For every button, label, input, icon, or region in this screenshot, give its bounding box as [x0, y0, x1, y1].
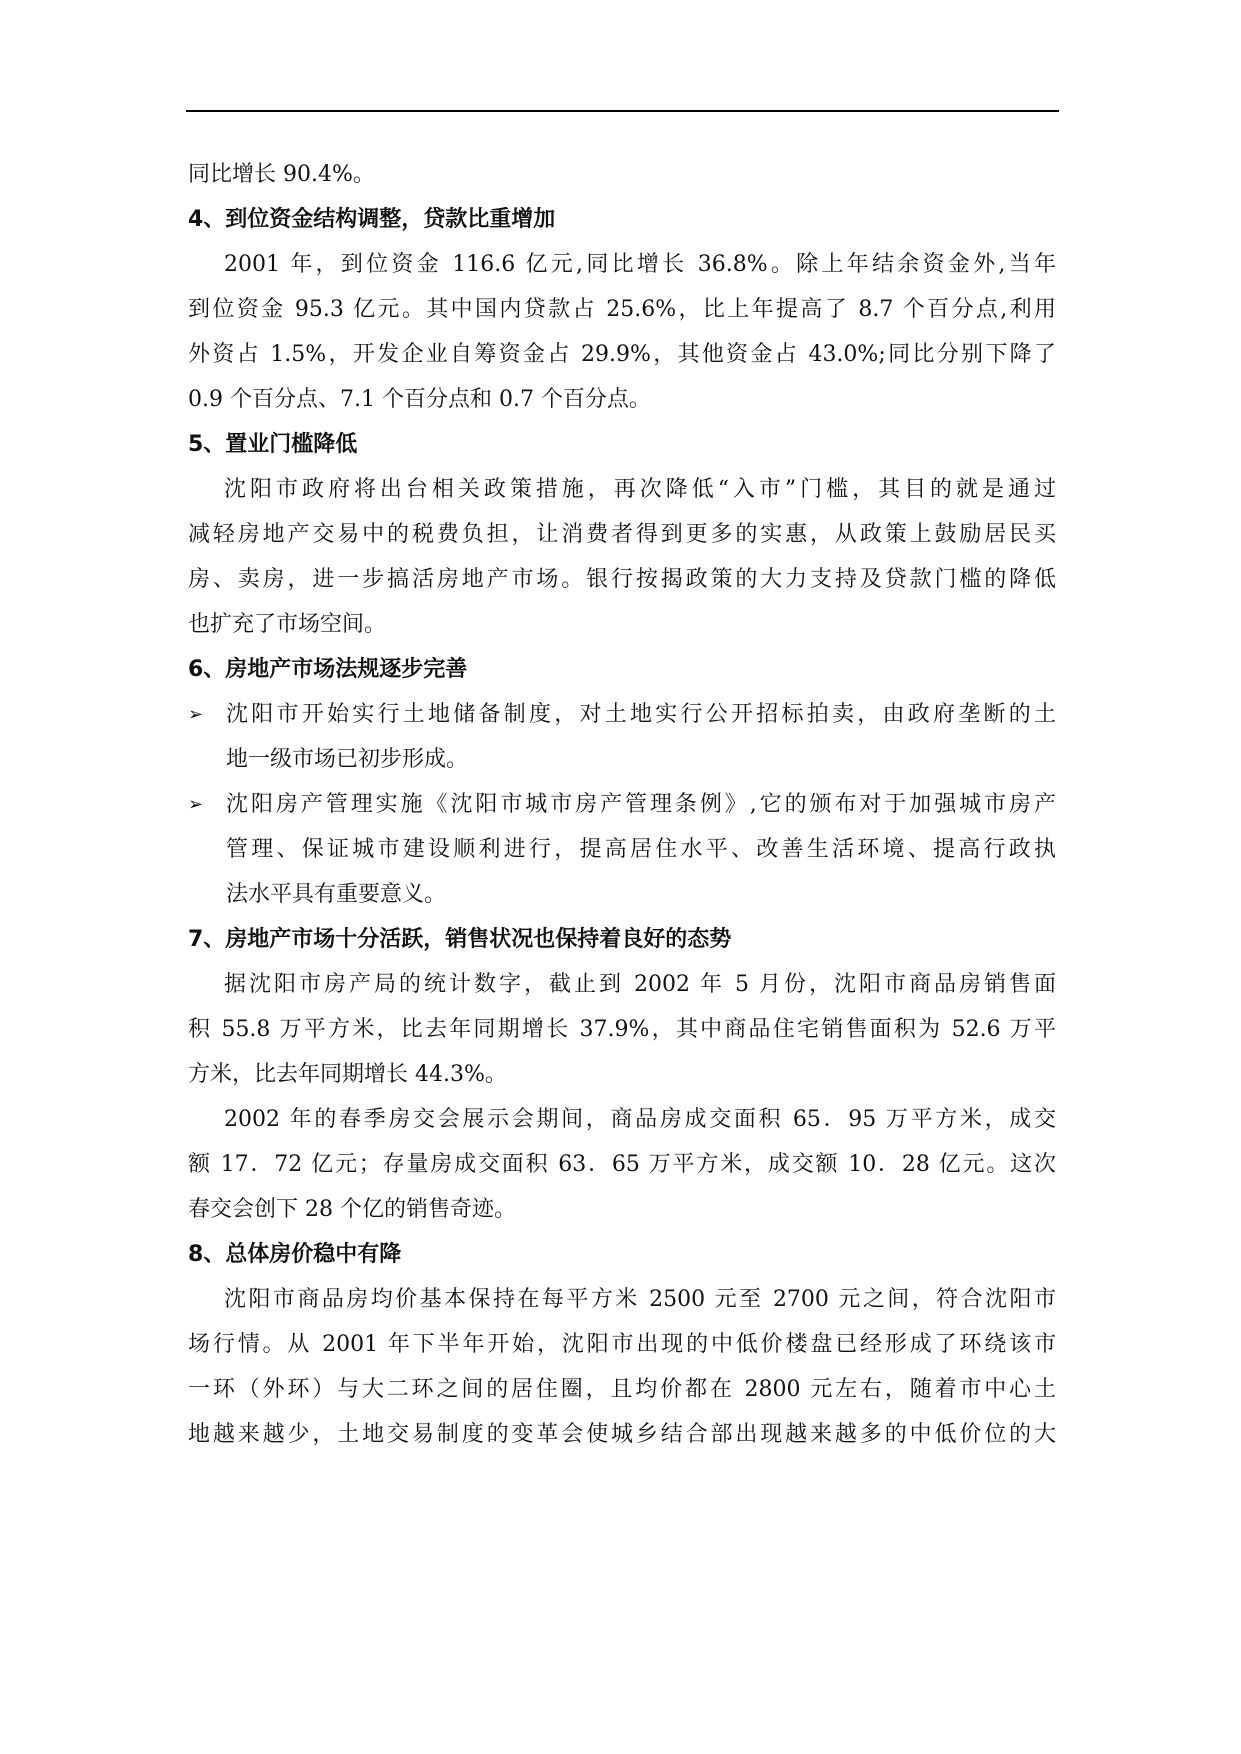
arrowhead-bullet-icon: ➢	[188, 794, 204, 815]
paragraph-line: 场行情。从 2001 年下半年开始，沈阳市出现的中低价楼盘已经形成了环绕该市	[188, 1332, 1056, 1357]
section-heading-4: 4、到位资金结构调整，贷款比重增加	[188, 207, 556, 232]
section-heading-8: 8、总体房价稳中有降	[188, 1242, 402, 1267]
paragraph-line: 减轻房地产交易中的税费负担，让消费者得到更多的实惠，从政策上鼓励居民买	[188, 522, 1056, 547]
paragraph-line: 额 17．72 亿元；存量房成交面积 63．65 万平方米，成交额 10．28 亿元。这次	[188, 1152, 1056, 1177]
bullet-item-1	[188, 692, 1056, 782]
bullet-item-2	[188, 782, 1056, 917]
paragraph-line: 同比增长 90.4%。	[188, 162, 375, 187]
arrowhead-bullet-icon: ➢	[188, 704, 204, 725]
paragraph-line: 积 55.8 万平方米，比去年同期增长 37.9%，其中商品住宅销售面积为 52.6 万平	[188, 1017, 1056, 1042]
section-heading-7: 7、房地产市场十分活跃，销售状况也保持着良好的态势	[188, 927, 732, 952]
paragraph-line: 据沈阳市房产局的统计数字，截止到 2002 年 5 月份，沈阳市商品房销售面	[224, 972, 1056, 997]
paragraph-line: 外资占 1.5%，开发企业自筹资金占 29.9%，其他资金占 43.0%;同比分别下降了	[188, 342, 1056, 367]
paragraph-line: 也扩充了市场空间。	[188, 612, 387, 637]
paragraph-line: 春交会创下 28 个亿的销售奇迹。	[188, 1197, 516, 1222]
page-content	[188, 152, 1056, 1457]
paragraph-line: 沈阳市政府将出台相关政策措施，再次降低“入市”门槛，其目的就是通过	[224, 477, 1056, 502]
section-heading-5: 5、置业门槛降低	[188, 432, 358, 457]
paragraph-line: 方米，比去年同期增长 44.3%。	[188, 1062, 507, 1087]
paragraph-line: 到位资金 95.3 亿元。其中国内贷款占 25.6%，比上年提高了 8.7 个百分点,利用	[188, 297, 1056, 322]
header-rule	[186, 110, 1059, 112]
paragraph-line: 0.9 个百分点、7.1 个百分点和 0.7 个百分点。	[188, 387, 651, 412]
section-heading-6: 6、房地产市场法规逐步完善	[188, 657, 468, 682]
bullet-line: 地一级市场已初步形成。	[226, 747, 469, 772]
paragraph-line: 2002 年的春季房交会展示会期间，商品房成交面积 65．95 万平方米，成交	[224, 1107, 1056, 1132]
paragraph-line: 2001 年，到位资金 116.6 亿元,同比增长 36.8%。除上年结余资金外,当年	[224, 252, 1056, 277]
bullet-line: 管理、保证城市建设顺利进行，提高居住水平、改善生活环境、提高行政执	[226, 837, 1056, 862]
paragraph-line: 地越来越少，土地交易制度的变革会使城乡结合部出现越来越多的中低价位的大	[188, 1422, 1056, 1447]
paragraph-line: 一环（外环）与大二环之间的居住圈，且均价都在 2800 元左右，随着市中心土	[188, 1377, 1056, 1402]
paragraph-line: 沈阳市商品房均价基本保持在每平方米 2500 元至 2700 元之间，符合沈阳市	[224, 1287, 1056, 1312]
bullet-line: 沈阳房产管理实施《沈阳市城市房产管理条例》,它的颁布对于加强城市房产	[226, 792, 1056, 817]
paragraph-line: 房、卖房，进一步搞活房地产市场。银行按揭政策的大力支持及贷款门槛的降低	[188, 567, 1056, 592]
bullet-line: 法水平具有重要意义。	[226, 882, 447, 907]
bullet-line: 沈阳市开始实行土地储备制度，对土地实行公开招标拍卖，由政府垄断的土	[226, 702, 1056, 727]
